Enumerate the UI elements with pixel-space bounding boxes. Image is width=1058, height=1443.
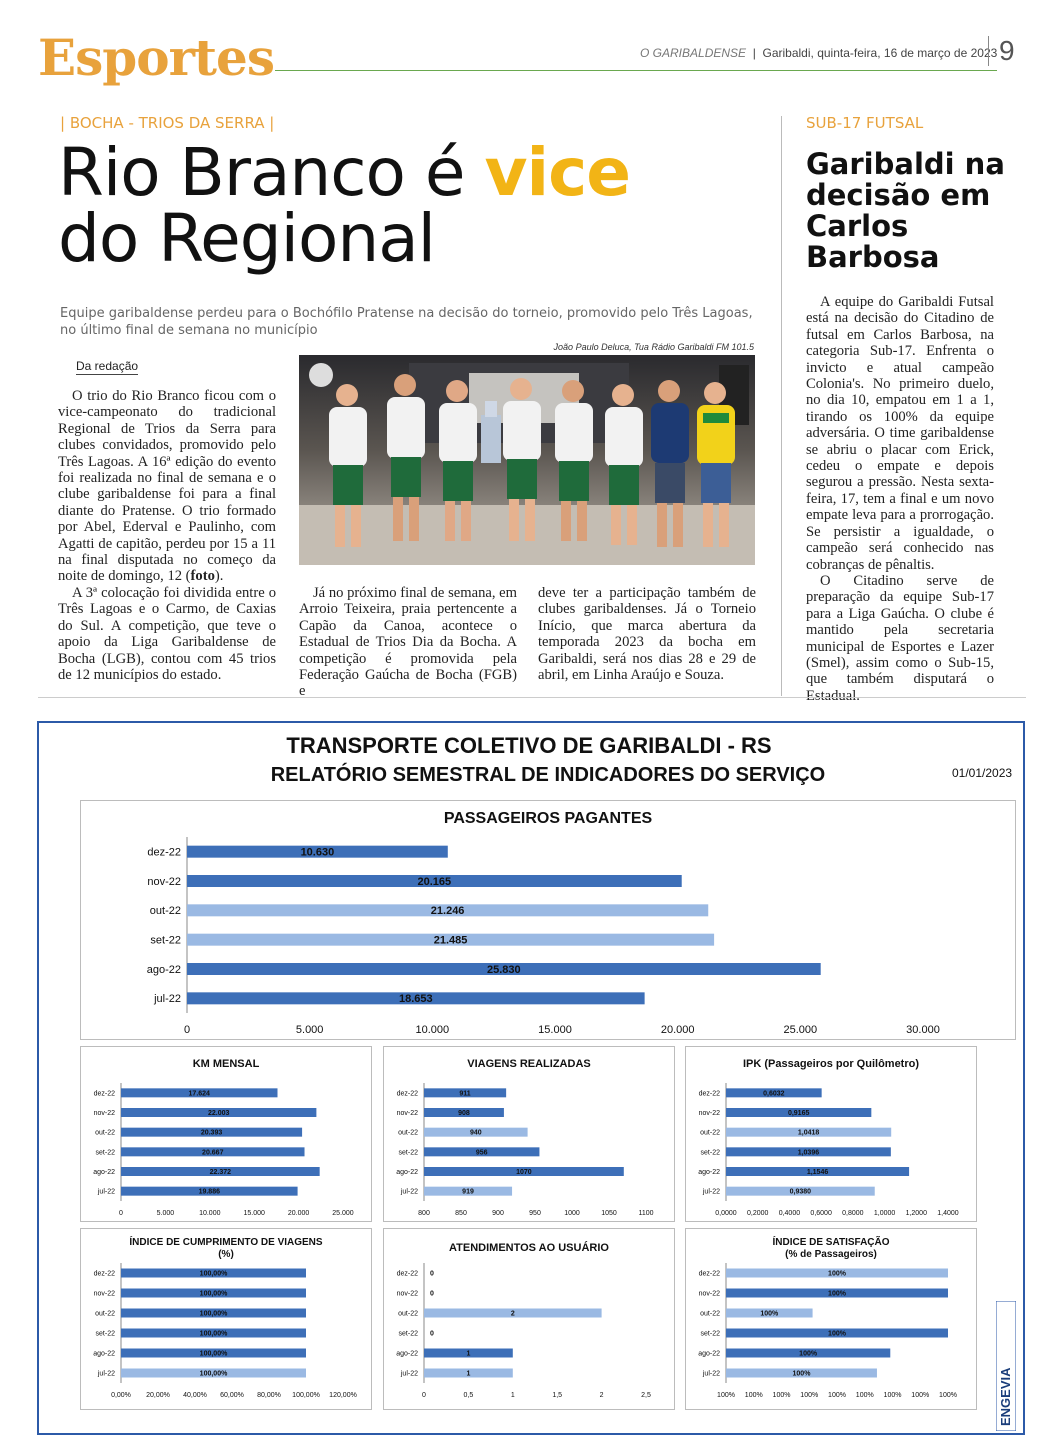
category-label: dez-22 [396,1090,418,1098]
headline-part1: Rio Branco é [58,134,485,211]
x-tick-label: 100% [855,1392,874,1399]
x-tick-label: 1 [510,1392,515,1399]
bar-value-label: 100,00% [199,1330,228,1338]
x-tick-label: 0,8000 [842,1210,864,1217]
bar-value-label: 100,00% [199,1270,228,1278]
dateline: Garibaldi, quinta-feira, 16 de março de 2023 [762,46,998,60]
bar-value-label: 25.830 [487,963,521,976]
category-label: ago-22 [396,1168,418,1176]
article-lead: Equipe garibaldense perdeu para o Bochófilo Pratense na decisão do torneio, promovido pelo Três Lagoas, no último final de semana no município [60,306,753,338]
x-tick-label: 15.000 [538,1024,572,1036]
x-tick-label: 0 [119,1210,123,1217]
chart-satisfacao [685,1228,977,1410]
report-title: TRANSPORTE COLETIVO DE GARIBALDI - RS [286,733,772,758]
category-label: dez-22 [698,1090,720,1098]
x-tick-label: 120,00% [329,1392,357,1399]
category-label: out-22 [700,1129,720,1137]
bar-value-label: 20.165 [417,875,452,888]
category-label: out-22 [95,1129,115,1137]
category-label: nov-22 [147,875,181,888]
category-label: dez-22 [93,1270,115,1278]
bar-value-label: 919 [462,1188,474,1196]
bar-value-label: 10.630 [300,846,335,859]
column-divider [781,116,782,696]
x-tick-label: 0,4000 [778,1210,801,1217]
sidebar-paragraph: O Citadino serve de preparação da equipe Sub-17 para a Liga Gaúcha. O clube é mantido pela secretaria municipal de Esportes e Lazer (Smel), assim como o Sub-15, que também disputará o Estadual. [806,572,994,704]
engevia-logo [996,1301,1016,1431]
bar-value-label: 911 [459,1090,471,1098]
x-tick-label: 800 [418,1210,430,1217]
x-tick-label: 60,00% [220,1392,244,1399]
chart-title: PASSAGEIROS PAGANTES [443,810,653,827]
x-tick-label: 0 [422,1392,426,1399]
x-tick-label: 20.000 [660,1024,695,1036]
category-label: out-22 [398,1310,418,1318]
x-tick-label: 950 [529,1210,541,1217]
x-tick-label: 100% [772,1392,791,1399]
x-tick-label: 25.000 [332,1210,354,1217]
x-tick-label: 0 [183,1024,191,1036]
article-paragraph: O trio do Rio Branco ficou com o vice-campeonato do tradicional Regional de Trios da Serra para clubes convidados, promovido pelo Três Lagoas. A 16ª edição do evento foi realizada no final de semana e o clube garibaldense foi para a final diante do Pratense. O trio formado por Abel, Ederval e Paulinho, com Agatti de capitão, perdeu por 15 a 11 na final disputada no começo da noite de domingo, 12 (foto). [58,388,276,585]
bar-value-label: 1 [466,1350,471,1358]
chart-passageiros-pagantes [80,800,1016,1040]
category-label: jul-22 [400,1188,418,1196]
x-tick-label: 0,6000 [810,1210,832,1217]
team-photo [299,355,755,565]
chart-title: IPK (Passageiros por Quilômetro) [742,1058,920,1070]
x-tick-label: 100% [939,1392,957,1399]
bar-value-label: 1,0418 [797,1129,820,1137]
bar-value-label: 0,6032 [763,1090,785,1098]
bar-value-label: 17.624 [188,1090,210,1098]
category-label: set-22 [95,1149,115,1157]
chart-title-line2: (% de Passageiros) [785,1249,877,1260]
sidebar-kicker: SUB-17 FUTSAL [806,114,924,132]
category-label: nov-22 [698,1290,720,1298]
x-tick-label: 25.000 [783,1024,818,1036]
category-label: nov-22 [93,1290,115,1298]
category-label: jul-22 [97,1370,115,1378]
headline-part2: do Regional [58,200,435,277]
bar-value-label: 100% [760,1310,779,1318]
x-tick-label: 100% [828,1392,846,1399]
x-tick-label: 0,00% [111,1392,131,1399]
chart-title-line2: (%) [218,1249,234,1260]
category-label: nov-22 [396,1109,418,1117]
category-label: ago-22 [146,963,181,976]
x-tick-label: 100% [717,1392,735,1399]
bar-value-label: 908 [458,1109,470,1117]
category-label: dez-22 [698,1270,720,1278]
byline: Da redação [76,359,139,373]
header-separator: | [752,46,756,60]
x-tick-label: 5.000 [295,1024,324,1036]
x-tick-label: 20,00% [146,1392,170,1399]
bar-value-label: 21.246 [430,905,465,918]
bar-value-label: 1,1546 [806,1168,829,1176]
chart-ipk [685,1046,977,1222]
x-tick-label: 100% [744,1392,763,1399]
report-subtitle: RELATÓRIO SEMESTRAL DE INDICADORES DO SERVIÇO [270,764,826,786]
bar-value-label: 100% [792,1370,811,1378]
chart-svg [384,1047,674,1221]
publication-name: O GARIBALDENSE [640,46,747,60]
chart-svg [81,1047,371,1221]
x-tick-label: 0,0000 [715,1210,737,1217]
photo-credit: João Paulo Deluca, Tua Rádio Garibaldi FM 101.5 [553,342,754,352]
x-tick-label: 1,4000 [937,1210,959,1217]
x-tick-label: 80,00% [257,1392,281,1399]
category-label: set-22 [398,1149,418,1157]
category-label: jul-22 [97,1188,115,1196]
report-date: 01/01/2023 [952,766,1013,780]
x-tick-label: 5.000 [156,1210,175,1217]
category-label: ago-22 [93,1350,115,1358]
bar-value-label: 100% [799,1350,818,1358]
section-title: Esportes [38,28,274,87]
x-tick-label: 100% [911,1392,930,1399]
category-label: nov-22 [698,1109,720,1117]
category-label: set-22 [150,934,181,947]
category-label: ago-22 [93,1168,115,1176]
category-label: dez-22 [93,1090,115,1098]
chart-svg [81,801,1015,1039]
sidebar-body [806,294,994,704]
category-label: nov-22 [396,1290,418,1298]
bar-value-label: 0 [430,1270,434,1278]
article-headline [58,134,758,277]
bar-value-label: 0,9165 [787,1109,810,1117]
bar-value-label: 0 [430,1330,434,1338]
article-column-2 [299,585,517,700]
bar-value-label: 22.372 [209,1168,232,1176]
chart-svg [384,1229,674,1409]
x-tick-label: 0,2000 [747,1210,769,1217]
category-label: ago-22 [698,1350,720,1358]
bar-value-label: 100% [828,1330,846,1338]
bar-value-label: 1,0396 [797,1149,820,1157]
x-tick-label: 2,5 [641,1392,651,1399]
category-label: set-22 [700,1330,720,1338]
bar-value-label: 2 [510,1310,515,1318]
svg-text:ENGEVIA: ENGEVIA [998,1367,1013,1426]
x-tick-label: 40,00% [183,1392,207,1399]
article-paragraph: Já no próximo final de semana, em Arroio Teixeira, praia pertencente a Capão da Canoa, acontece o Estadual de Trios Dia da Bocha. A competição é promovida pela Federação Gaúcha de Bocha (FGB) e [299,585,517,700]
header-rule [275,70,997,71]
category-label: jul-22 [154,993,181,1006]
bar-value-label: 1 [466,1370,471,1378]
category-label: out-22 [700,1310,720,1318]
category-label: ago-22 [698,1168,720,1176]
photo-reference: foto [190,568,215,585]
article-kicker: | BOCHA - TRIOS DA SERRA | [60,114,275,132]
headline-highlight: vice [484,134,631,211]
x-tick-label: 10.000 [415,1024,450,1036]
chart-km-mensal [80,1046,372,1222]
x-tick-label: 100% [800,1392,819,1399]
chart-title: ATENDIMENTOS AO USUÁRIO [449,1242,609,1254]
category-label: dez-22 [396,1270,418,1278]
x-tick-label: 1,2000 [905,1210,927,1217]
chart-cumprimento-viagens [80,1228,372,1410]
chart-title: ÍNDICE DE SATISFAÇÃO [772,1237,890,1248]
sidebar-headline: Garibaldi na decisão em Carlos Barbosa [806,147,1005,274]
x-tick-label: 1000 [564,1210,580,1217]
sidebar-paragraph: A equipe do Garibaldi Futsal está na decisão do Citadino de futsal em Carlos Barbosa, na categoria Sub-17. Enfrenta o invicto e atual campeão Colonia's. No primeiro duelo, no dia 10, empatou em 1 a 1, tirando os 100% da equipe adversária. O time garibaldense se abriu o placar com Erick, cedeu o empate e depois segurou a pressão. Nesta sexta-feira, 17, tem a final e um novo empate leva para a prorrogação. Se persistir a igualdade, o campeão será conhecido nas cobranças de pênaltis. [806,294,994,573]
bar-value-label: 956 [475,1149,488,1157]
x-tick-label: 850 [455,1210,467,1217]
article-paragraph: deve ter a participação também de clubes garibaldenses. Já o Torneio Início, que marca abertura da temporada 2023 da bocha em Garibaldi, será nos dias 28 e 29 de abril, em Linha Araújo e Souza. [538,585,756,684]
bar-value-label: 100,00% [199,1290,228,1298]
chart-svg [686,1229,976,1409]
chart-svg [686,1047,976,1221]
x-tick-label: 10.000 [199,1210,221,1217]
chart-title: KM MENSAL [192,1058,260,1070]
bar-value-label: 20.393 [200,1129,223,1137]
article-column-3 [538,585,756,683]
article-paragraph: A 3ª colocação foi dividida entre o Três Lagoas e o Carmo, de Caxias do Sul. A competição, que teve o apoio da Liga Garibaldense de Bocha (LGB), contou com 45 trios de 12 municípios do estado. [58,584,276,683]
x-tick-label: 100% [883,1392,902,1399]
bar-value-label: 100% [828,1270,846,1278]
page-number: 9 [988,36,1015,66]
category-label: out-22 [95,1310,115,1318]
x-tick-label: 1050 [601,1210,617,1217]
section-divider [38,697,1026,698]
category-label: jul-22 [400,1370,418,1378]
chart-title: ÍNDICE DE CUMPRIMENTO DE VIAGENS [129,1237,323,1248]
chart-svg [81,1229,371,1409]
category-label: dez-22 [147,846,181,859]
bar-value-label: 0,9380 [789,1188,812,1196]
x-tick-label: 0,5 [463,1392,474,1399]
x-tick-label: 1,0000 [873,1210,896,1217]
x-tick-label: 30.000 [906,1024,940,1036]
bar-value-label: 21.485 [433,934,468,947]
bar-value-label: 18.653 [398,993,433,1006]
chart-atendimentos [383,1228,675,1410]
x-tick-label: 1,5 [552,1392,563,1399]
bar-value-label: 940 [469,1129,482,1137]
x-tick-label: 2 [599,1392,604,1399]
bar-value-label: 1070 [516,1168,532,1176]
article-column-1 [58,388,276,683]
category-label: out-22 [149,905,181,918]
category-label: ago-22 [396,1350,418,1358]
bar-value-label: 100,00% [199,1350,228,1358]
category-label: set-22 [700,1149,720,1157]
bar-value-label: 100,00% [199,1310,228,1318]
bar-value-label: 100% [828,1290,846,1298]
bar-value-label: 20.667 [202,1149,224,1157]
bar-value-label: 19.886 [198,1188,221,1196]
category-label: jul-22 [702,1188,720,1196]
category-label: set-22 [398,1330,418,1338]
bar-value-label: 22.003 [207,1109,230,1117]
x-tick-label: 100,00% [292,1392,320,1399]
bar-value-label: 100,00% [199,1370,228,1378]
x-tick-label: 1100 [638,1210,654,1217]
category-label: nov-22 [93,1109,115,1117]
header-meta [640,46,997,60]
chart-viagens-realizadas [383,1046,675,1222]
category-label: jul-22 [702,1370,720,1378]
x-tick-label: 20.000 [287,1210,310,1217]
x-tick-label: 15.000 [243,1210,265,1217]
category-label: out-22 [398,1129,418,1137]
bar-value-label: 0 [430,1290,434,1298]
category-label: set-22 [95,1330,115,1338]
x-tick-label: 900 [492,1210,504,1217]
chart-title: VIAGENS REALIZADAS [467,1058,591,1070]
